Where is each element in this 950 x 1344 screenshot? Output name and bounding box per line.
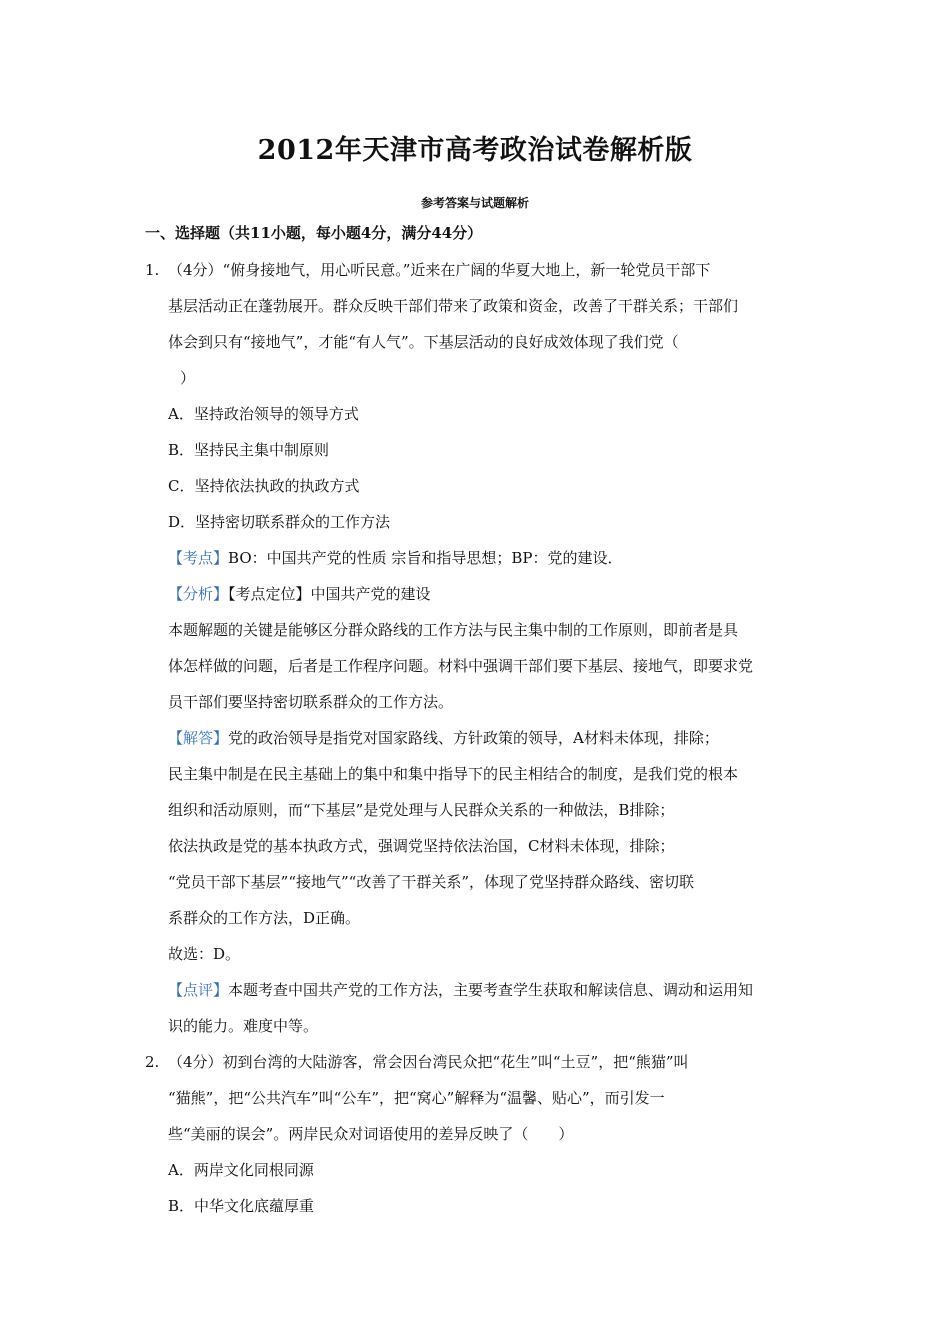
question-2-number: 2. (145, 1053, 160, 1071)
question-2-option-a: A．两岸文化同根同源 (168, 1161, 314, 1179)
document-title: 2012年天津市高考政治试卷解析版 (257, 135, 693, 166)
fenxi-line-3: 员干部们要坚持密切联系群众的工作方法。 (168, 693, 454, 711)
question-1-stem-4: ） (180, 369, 196, 387)
jieda-line-3: 依法执政是党的基本执政方式，强调党坚持依法治国，C材料未体现，排除； (168, 837, 675, 855)
question-1-line-1 (145, 252, 810, 288)
question-1-option-c: C．坚持依法执政的执政方式 (168, 477, 360, 495)
document-subtitle: 参考答案与试题解析 (420, 196, 529, 210)
jieda-line-2: 组织和活动原则，而“下基层”是党处理与人民群众关系的一种做法，B排除； (168, 801, 675, 819)
jieda-line-5: 系群众的工作方法，D正确。 (168, 909, 361, 927)
question-2-stem-2: “猫熊”，把“公共汽车”叫“公车”，把“窝心”解释为“温馨、贴心”，而引发一 (168, 1089, 665, 1107)
question-1-stem-2: 基层活动正在蓬勃展开。群众反映干部们带来了政策和资金，改善了干群关系；干部们 (168, 297, 739, 315)
fenxi-text: 【考点定位】中国共产党的建设 (228, 585, 431, 603)
jieda-answer: 故选：D。 (168, 945, 241, 963)
question-1-stem-1: （4分）“俯身接地气，用心听民意。”近来在广阔的华夏大地上，新一轮党员干部下 (168, 261, 711, 279)
question-2-stem-1: （4分）初到台湾的大陆游客，常会因台湾民众把“花生”叫“土豆”，把“熊猫”叫 (168, 1053, 689, 1071)
question-1-number: 1. (145, 261, 160, 279)
kaodian-tag: 【考点】 (168, 549, 229, 567)
question-1-stem-3: 体会到只有“接地气”，才能“有人气”。下基层活动的良好成效体现了我们党（ (168, 333, 679, 351)
jieda-text: 党的政治领导是指党对国家路线、方针政策的领导，A材料未体现，排除； (228, 729, 719, 747)
question-1-option-d: D．坚持密切联系群众的工作方法 (168, 513, 391, 531)
jieda-line-1: 民主集中制是在民主基础上的集中和集中指导下的民主相结合的制度，是我们党的根本 (168, 765, 739, 783)
fenxi-line-2: 体怎样做的问题，后者是工作程序问题。材料中强调干部们要下基层、接地气，即要求党 (168, 657, 754, 675)
question-1-fenxi (145, 576, 810, 612)
dianping-text: 本题考查中国共产党的工作方法，主要考查学生获取和解读信息、调动和运用知 (228, 981, 754, 999)
question-1-option-b: B．坚持民主集中制原则 (168, 441, 330, 459)
question-1-jieda (145, 720, 810, 756)
question-2-line-1 (145, 1044, 810, 1080)
kaodian-text: BO：中国共产党的性质 宗旨和指导思想；BP：党的建设． (228, 549, 623, 567)
section-heading: 一、选择题（共11小题，每小题4分，满分44分） (145, 224, 483, 242)
fenxi-tag: 【分析】 (168, 585, 229, 603)
content-body (145, 252, 810, 1224)
jieda-tag: 【解答】 (168, 729, 229, 747)
question-2-option-b: B．中华文化底蕴厚重 (168, 1197, 315, 1215)
fenxi-line-1: 本题解题的关键是能够区分群众路线的工作方法与民主集中制的工作原则，即前者是具 (168, 621, 739, 639)
dianping-tag: 【点评】 (168, 981, 229, 999)
question-1-option-a: A．坚持政治领导的领导方式 (168, 405, 359, 423)
jieda-line-4: “党员干部下基层”“接地气”“改善了干群关系”，体现了党坚持群众路线、密切联 (168, 873, 695, 891)
question-2-stem-3: 些“美丽的误会”。两岸民众对词语使用的差异反映了（ ） (168, 1125, 574, 1143)
dianping-line-1: 识的能力。难度中等。 (168, 1017, 319, 1035)
question-1-kaodian (145, 540, 810, 576)
question-1-dianping (145, 972, 810, 1008)
